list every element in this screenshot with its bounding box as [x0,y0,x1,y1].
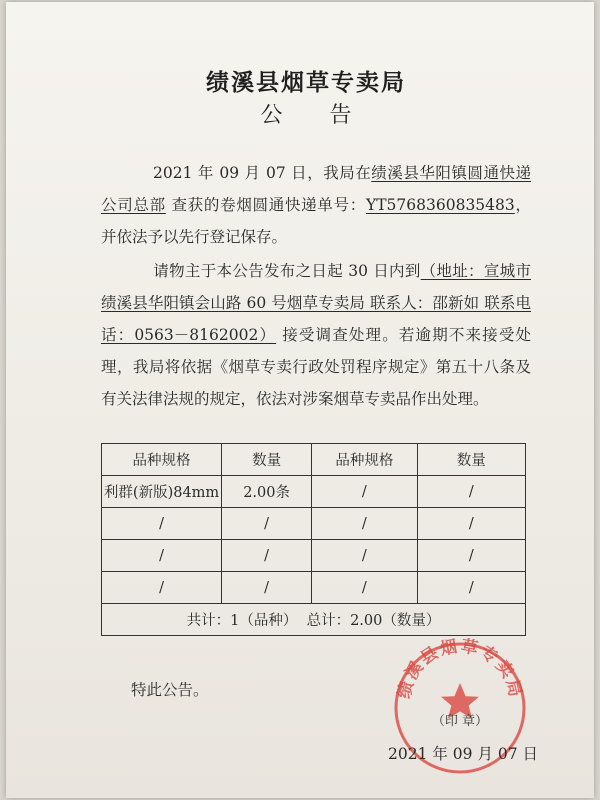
instructions-lead: 请物主于本公告发布之日起 30 日内到 [153,262,421,280]
document-subtitle: 公 告 [260,103,372,128]
table-cell: / [222,540,312,572]
paragraph-seizure [101,157,531,253]
issue-date: 2021 年 09 月 07 日 [388,745,539,763]
table-total: 共计：1（品种） 总计：2.00（数量） [102,604,526,636]
table-header-cell: 数量 [417,444,525,476]
table-cell: / [102,508,222,540]
document-page [6,2,594,798]
seizure-date-text: 2021 年 09 月 07 日，我局在 [153,164,372,182]
table-cell: 2.00条 [222,476,312,508]
table-cell: / [102,572,222,604]
table-cell: / [417,508,525,540]
table-cell: / [312,540,417,572]
tracking-number: YT5768360835483 [365,196,515,214]
svg-text:绩溪县烟草专卖局: 绩溪县烟草专卖局 [394,638,526,701]
table-cell: 利群(新版)84mm [102,476,222,508]
table-row [102,476,526,508]
contact-address: （地址：宣城市绩溪县华阳镇会山路 60 号烟草专卖局 联系人：邵新如 联系电话：0563－8162002） [101,262,531,344]
table-cell: / [312,476,417,508]
table-cell: / [102,540,222,572]
paragraph-instructions [101,255,531,415]
document-title: 绩溪县烟草专卖局 [206,69,406,96]
seal-label: （印 章） [431,714,489,729]
table-cell: / [312,572,417,604]
table-cell: / [417,476,525,508]
seizure-mid-text: 查获的卷烟圆通快递单号： [165,196,366,214]
table-row [102,540,526,572]
seizure-location: 绩溪县华阳镇圆通快递公司总部 [101,164,531,214]
table-cell: / [222,572,312,604]
table-cell: / [417,540,525,572]
table-cell: / [417,572,525,604]
table-row [102,508,526,540]
table-row [102,572,526,604]
table-cell: / [312,508,417,540]
table-header-row [102,444,526,476]
table-header-cell: 品种规格 [102,444,222,476]
goods-table [101,443,526,636]
seizure-tail-text: ，并依法予以先行登记保存。 [101,196,531,246]
table-cell: / [222,508,312,540]
instructions-tail: 接受调查处理。若逾期不来接受处理，我局将依据《烟草专卖行政处罚程序规定》第五十八条及有关法律法规的规定，依法对涉案烟草专卖品作出处理。 [101,326,531,408]
table-header-cell: 品种规格 [312,444,417,476]
closing-text: 特此公告。 [131,681,209,699]
table-total-row [102,604,526,636]
table-header-cell: 数量 [222,444,312,476]
